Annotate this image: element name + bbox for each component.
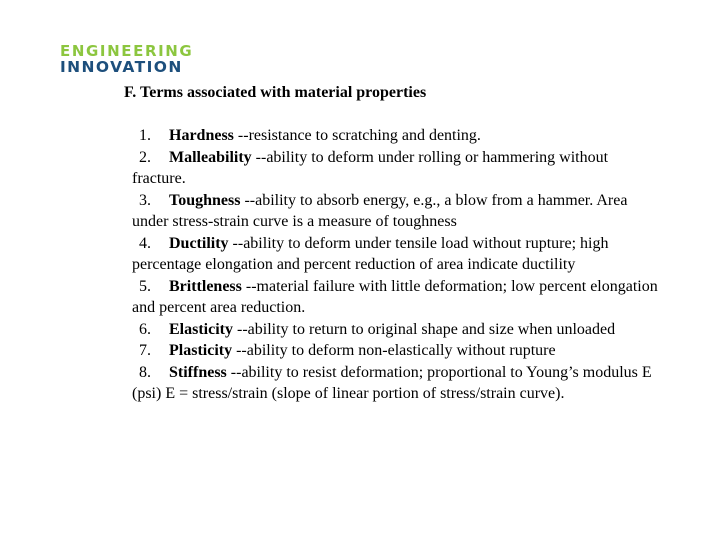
engineering-innovation-logo (60, 44, 200, 76)
term-number: 6. (139, 320, 151, 338)
term-ductility (132, 233, 662, 276)
term-name: Malleability (169, 148, 252, 166)
term-name: Ductility (169, 234, 229, 252)
term-description: --material failure with little deformation; low percent elongation and percent area reduction. (132, 277, 658, 316)
term-name: Brittleness (169, 277, 242, 295)
term-number: 5. (139, 277, 151, 295)
term-number: 8. (139, 363, 151, 381)
term-number: 3. (139, 191, 151, 209)
term-description: --ability to deform non-elastically without rupture (232, 342, 556, 359)
term-hardness (132, 125, 662, 147)
logo-line-engineering: ENGINEERING (60, 42, 194, 60)
term-name: Elasticity (169, 320, 233, 338)
term-elasticity (132, 319, 662, 341)
term-number: 4. (139, 234, 151, 252)
term-toughness (132, 190, 662, 233)
term-brittleness (132, 276, 662, 319)
term-plasticity (132, 340, 662, 362)
term-description: --ability to return to original shape and size when unloaded (233, 320, 616, 338)
term-description: --ability to deform under tensile load without rupture; high percentage elongation and percent reduction of area indicate ductility (132, 234, 609, 273)
term-number: 1. (139, 127, 151, 144)
section-heading: F. Terms associated with material properties (124, 84, 427, 101)
logo-line-innovation: INNOVATION (60, 58, 183, 76)
term-name: Toughness (169, 191, 241, 209)
term-description: --resistance to scratching and denting. (233, 127, 481, 144)
term-description: --ability to absorb energy, e.g., a blow from a hammer. Area under stress-strain curve is a measure of toughness (132, 191, 628, 230)
term-name: Hardness (169, 127, 234, 144)
terms-list (132, 125, 662, 405)
term-description: --ability to deform under rolling or hammering without fracture. (132, 148, 609, 187)
term-number: 2. (139, 148, 151, 166)
term-malleability (132, 147, 662, 190)
term-description: --ability to resist deformation; proportional to Young’s modulus E (psi) E = stress/strain (slope of linear portion of stress/strain curve). (132, 363, 652, 402)
term-number: 7. (139, 342, 151, 359)
term-name: Stiffness (169, 363, 227, 381)
term-stiffness (132, 362, 662, 405)
term-name: Plasticity (169, 342, 233, 359)
